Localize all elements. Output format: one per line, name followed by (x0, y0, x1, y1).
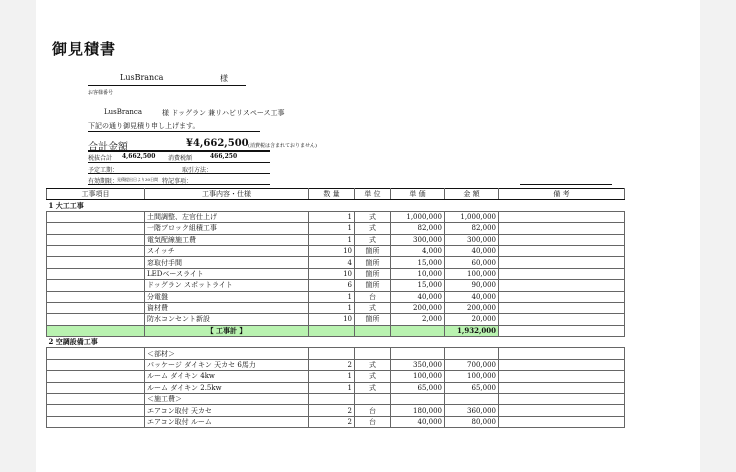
amount-cell: 300,000 (445, 234, 499, 245)
description-cell: ＜施工費＞ (145, 394, 309, 405)
amount-cell: 60,000 (445, 257, 499, 268)
quantity-cell: 10 (309, 314, 355, 325)
unit-price-cell: 350,000 (391, 359, 445, 370)
description-cell: 土間調整、左官仕上げ (145, 211, 309, 222)
amount-cell: 700,000 (445, 359, 499, 370)
unit-cell: 台 (355, 405, 391, 416)
document-title: 御見積書 (52, 40, 117, 58)
intro-underline (88, 131, 260, 132)
validity-label: 有効期限： (88, 178, 119, 185)
table-row (47, 211, 625, 222)
unit-price-cell: 15,000 (391, 280, 445, 291)
amount-cell: 40,000 (445, 245, 499, 256)
subtotal-label: 税抜合計 (88, 155, 113, 162)
subject-customer: LusBranca (104, 108, 143, 116)
table-row (47, 371, 625, 382)
table-row (47, 291, 625, 302)
subtotal-blank (391, 325, 445, 336)
remarks-cell (499, 405, 625, 416)
quantity-cell: 10 (309, 245, 355, 256)
customer-number-label: お客様番号 (88, 90, 114, 96)
table-row (47, 348, 625, 359)
subtotal-blank (309, 325, 355, 336)
subtotal-label: 【 工事計 】 (145, 325, 309, 336)
amount-cell: 90,000 (445, 280, 499, 291)
quantity-cell: 1 (309, 371, 355, 382)
unit-price-cell: 40,000 (391, 416, 445, 427)
column-header: 数 量 (309, 189, 355, 200)
item-cell (47, 211, 145, 222)
remarks-cell (499, 234, 625, 245)
section-label: 2 空調設備工事 (47, 337, 625, 348)
unit-price-cell: 100,000 (391, 371, 445, 382)
subtotal-amount: 1,932,000 (445, 325, 499, 336)
amount-cell: 100,000 (445, 371, 499, 382)
column-header: 工事項目 (47, 189, 145, 200)
validity-underline (88, 184, 270, 185)
subtotal-row (47, 325, 625, 336)
item-cell (47, 359, 145, 370)
quantity-cell: 2 (309, 405, 355, 416)
unit-cell: 箇所 (355, 268, 391, 279)
amount-cell: 100,000 (445, 268, 499, 279)
amount-cell: 200,000 (445, 302, 499, 313)
section-label: 1 大工工事 (47, 200, 625, 211)
tax-note: (消費税は含まれておりません) (248, 143, 317, 149)
quantity-cell: 10 (309, 268, 355, 279)
unit-price-cell: 1,000,000 (391, 211, 445, 222)
subject-title: 様 ドッグラン 兼リハビリスペース工事 (162, 109, 285, 117)
description-cell: 窓取付手間 (145, 257, 309, 268)
item-cell (47, 302, 145, 313)
table-row (47, 382, 625, 393)
description-cell: LEDベースライト (145, 268, 309, 279)
quantity-cell: 1 (309, 382, 355, 393)
amount-cell: 65,000 (445, 382, 499, 393)
item-cell (47, 291, 145, 302)
unit-price-cell: 10,000 (391, 268, 445, 279)
unit-cell: 箇所 (355, 245, 391, 256)
subtotal-value: 4,662,500 (122, 153, 156, 160)
quantity-cell: 1 (309, 211, 355, 222)
remarks-cell (499, 268, 625, 279)
unit-price-cell: 15,000 (391, 257, 445, 268)
item-cell (47, 394, 145, 405)
unit-cell: 式 (355, 382, 391, 393)
validity-note: 見積提出日より30日間 (117, 177, 159, 182)
unit-cell: 式 (355, 211, 391, 222)
remarks-cell (499, 359, 625, 370)
table-row (47, 268, 625, 279)
quantity-cell: 1 (309, 223, 355, 234)
unit-cell: 式 (355, 371, 391, 382)
table-row (47, 405, 625, 416)
amount-cell: 80,000 (445, 416, 499, 427)
unit-price-cell: 300,000 (391, 234, 445, 245)
remarks-cell (499, 382, 625, 393)
subtotal-underline (88, 162, 270, 163)
description-cell: ＜部材＞ (145, 348, 309, 359)
item-cell (47, 257, 145, 268)
subtotal-blank (47, 325, 145, 336)
table-row (47, 280, 625, 291)
item-cell (47, 234, 145, 245)
total-label: 合計金額 (88, 142, 128, 153)
unit-price-cell: 82,000 (391, 223, 445, 234)
remarks-cell (499, 302, 625, 313)
quantity-cell: 2 (309, 359, 355, 370)
amount-cell (445, 348, 499, 359)
unit-cell (355, 394, 391, 405)
table-row (47, 314, 625, 325)
total-value: ¥4,662,500 (186, 138, 249, 149)
special-label: 特記事項： (162, 178, 193, 185)
item-cell (47, 348, 145, 359)
quantity-cell: 2 (309, 416, 355, 427)
table-row (47, 223, 625, 234)
description-cell: エアコン取付 ルーム (145, 416, 309, 427)
tax-value: 466,250 (210, 153, 238, 160)
unit-price-cell: 200,000 (391, 302, 445, 313)
unit-price-cell (391, 348, 445, 359)
table-row (47, 394, 625, 405)
unit-cell: 台 (355, 291, 391, 302)
remarks-cell (499, 314, 625, 325)
estimate-table (46, 188, 625, 428)
item-cell (47, 405, 145, 416)
table-row (47, 302, 625, 313)
amount-cell (445, 394, 499, 405)
column-header: 単 位 (355, 189, 391, 200)
unit-cell: 式 (355, 302, 391, 313)
right-underline (520, 184, 612, 185)
unit-price-cell: 40,000 (391, 291, 445, 302)
remarks-cell (499, 291, 625, 302)
customer-underline (88, 85, 246, 86)
description-cell: スイッチ (145, 245, 309, 256)
amount-cell: 82,000 (445, 223, 499, 234)
quantity-cell: 1 (309, 291, 355, 302)
item-cell (47, 382, 145, 393)
amount-cell: 40,000 (445, 291, 499, 302)
unit-price-cell: 65,000 (391, 382, 445, 393)
table-row (47, 416, 625, 427)
remarks-cell (499, 371, 625, 382)
section-row (47, 337, 625, 348)
description-cell: 一階ブロック組積工事 (145, 223, 309, 234)
item-cell (47, 245, 145, 256)
unit-cell: 箇所 (355, 257, 391, 268)
intro-text: 下記の通り御見積り申し上げます。 (88, 122, 200, 130)
schedule-underline (88, 173, 270, 174)
item-cell (47, 314, 145, 325)
description-cell: 防水コンセント新設 (145, 314, 309, 325)
customer-name: LusBranca (120, 73, 164, 82)
remarks-cell (499, 416, 625, 427)
unit-cell: 台 (355, 416, 391, 427)
description-cell: 資材費 (145, 302, 309, 313)
unit-cell: 式 (355, 223, 391, 234)
amount-cell: 20,000 (445, 314, 499, 325)
remarks-cell (499, 245, 625, 256)
section-row (47, 200, 625, 211)
column-header: 備 考 (499, 189, 625, 200)
amount-cell: 360,000 (445, 405, 499, 416)
description-cell: 分電盤 (145, 291, 309, 302)
unit-cell (355, 348, 391, 359)
unit-cell: 箇所 (355, 314, 391, 325)
table-row (47, 257, 625, 268)
item-cell (47, 416, 145, 427)
remarks-cell (499, 394, 625, 405)
item-cell (47, 371, 145, 382)
tax-label: 消費税額 (168, 155, 193, 162)
quantity-cell: 6 (309, 280, 355, 291)
unit-cell: 式 (355, 234, 391, 245)
remarks-cell (499, 223, 625, 234)
schedule-label: 予定工期： (88, 167, 119, 174)
description-cell: 電気配線施工費 (145, 234, 309, 245)
item-cell (47, 268, 145, 279)
customer-honorific: 様 (220, 74, 228, 83)
payment-label: 取引方法： (182, 167, 213, 174)
subtotal-blank (499, 325, 625, 336)
quantity-cell: 1 (309, 234, 355, 245)
quantity-cell (309, 394, 355, 405)
remarks-cell (499, 211, 625, 222)
table-row (47, 359, 625, 370)
unit-cell: 式 (355, 359, 391, 370)
description-cell: ルーム ダイキン 2.5kw (145, 382, 309, 393)
description-cell: エアコン取付 天カセ (145, 405, 309, 416)
unit-price-cell: 4,000 (391, 245, 445, 256)
amount-cell: 1,000,000 (445, 211, 499, 222)
total-underline (88, 150, 270, 152)
column-header: 工事内容・仕様 (145, 189, 309, 200)
table-row (47, 245, 625, 256)
description-cell: ドッグラン スポットライト (145, 280, 309, 291)
quantity-cell: 4 (309, 257, 355, 268)
quantity-cell (309, 348, 355, 359)
item-cell (47, 223, 145, 234)
unit-price-cell: 2,000 (391, 314, 445, 325)
remarks-cell (499, 280, 625, 291)
table-header-row (47, 189, 625, 200)
table-row (47, 234, 625, 245)
item-cell (47, 280, 145, 291)
quantity-cell: 1 (309, 302, 355, 313)
remarks-cell (499, 348, 625, 359)
column-header: 金 額 (445, 189, 499, 200)
column-header: 単 価 (391, 189, 445, 200)
remarks-cell (499, 257, 625, 268)
unit-price-cell: 180,000 (391, 405, 445, 416)
unit-price-cell (391, 394, 445, 405)
subtotal-blank (355, 325, 391, 336)
description-cell: ルーム ダイキン 4kw (145, 371, 309, 382)
description-cell: パッケージ ダイキン 天カセ 6馬力 (145, 359, 309, 370)
unit-cell: 箇所 (355, 280, 391, 291)
